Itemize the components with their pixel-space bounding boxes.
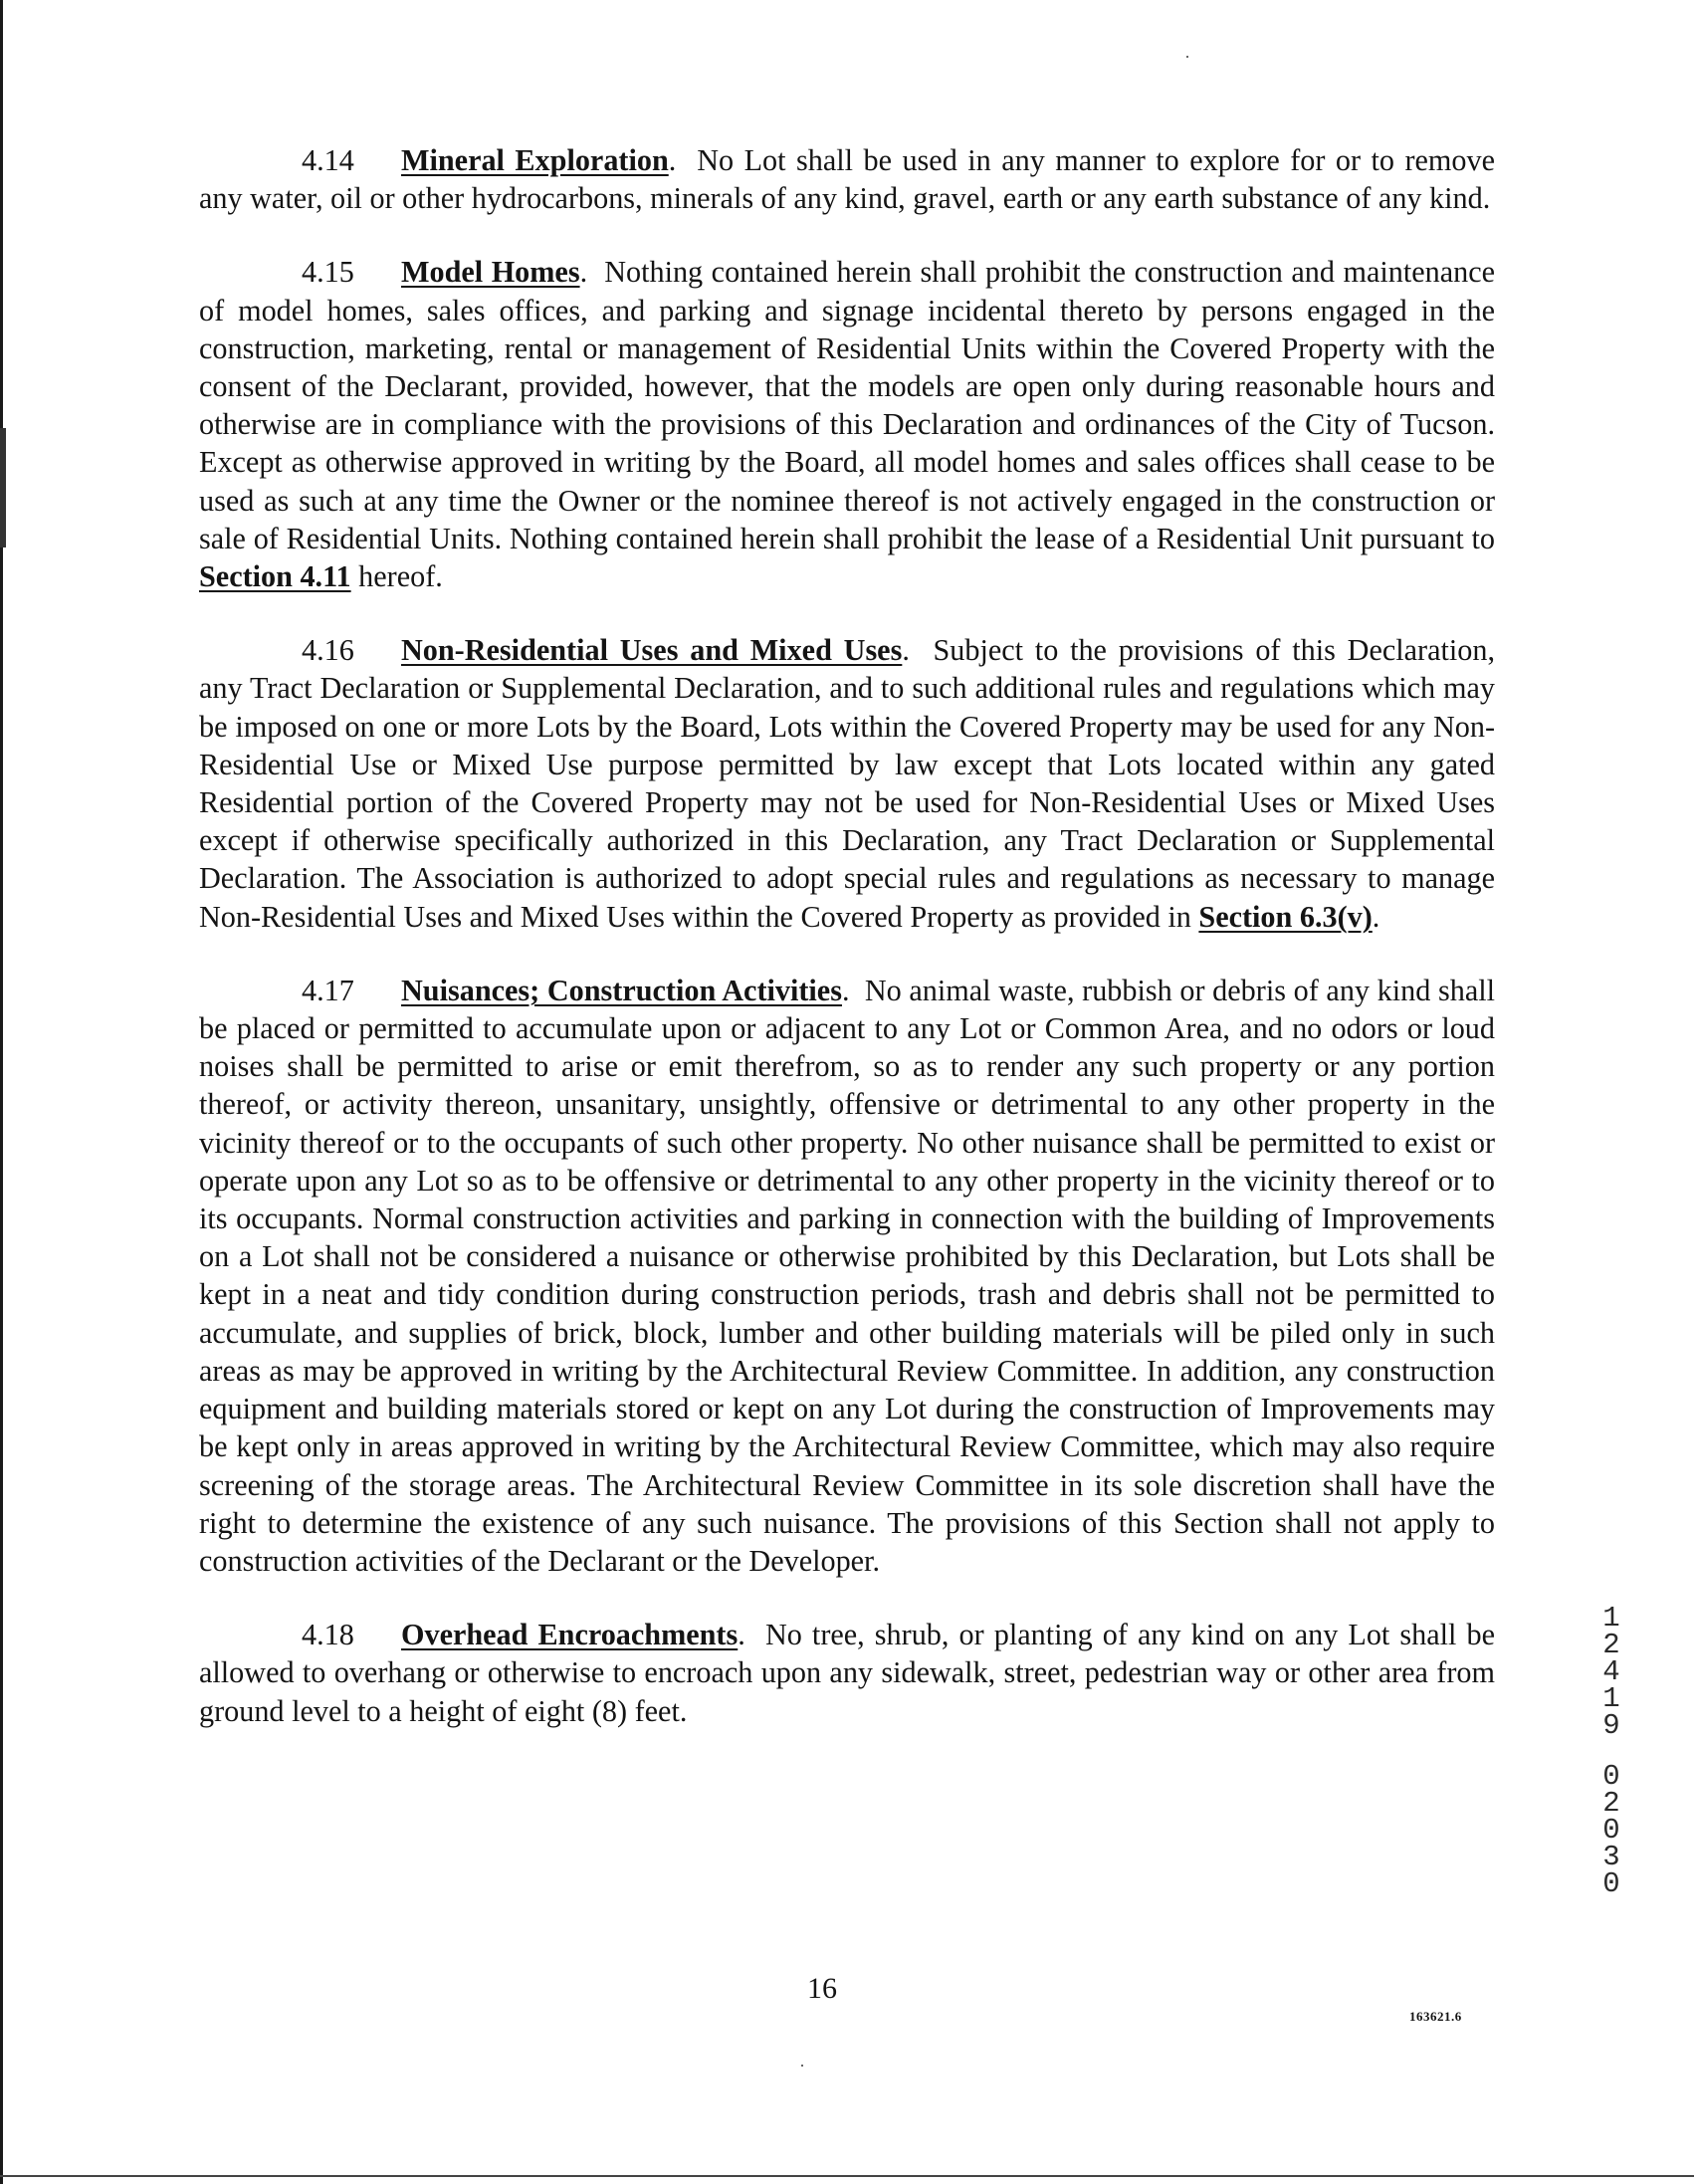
document-id: 163621.6 — [1409, 2009, 1462, 2024]
section-text: No tree, shrub, or planting of any kind on any Lot shall be allowed to overhang or otherwise to encroach upon any sidewalk, street, pedestrian way or other area from ground level to a height of eight (8) feet. — [199, 1618, 1495, 1728]
section-number: 4.14 — [302, 143, 354, 177]
section-number: 4.17 — [302, 973, 354, 1007]
stamp-digit: 2 — [1602, 1629, 1620, 1661]
section-number: 4.18 — [302, 1618, 354, 1652]
stamp-digit: 1 — [1602, 1682, 1620, 1715]
section-reference: Section 6.3(v) — [1198, 899, 1373, 934]
section-text: No animal waste, rubbish or debris of any kind shall be placed or permitted to accumulate upon or adjacent to any Lot or Common Area, and no odors or loud noises shall be permitted to arise or emit therefrom, so as to render any such property or any portion thereof, or activity thereon, unsanitary, unsightly, offensive or detrimental to any other property in the vicinity thereof or to the occupants of such other property. No other nuisance shall be permitted to exist or operate upon any Lot so as to be offensive or detrimental to any other property in the vicinity thereof or to its occupants. Normal construction activities and parking in connection with the building of Improvements on a Lot shall not be considered a nuisance or otherwise prohibited by this Declaration, but Lots shall be kept in a neat and tidy condition during construction periods, trash and debris shall not be permitted to accumulate, and supplies of brick, block, lumber and other building materials will be piled only in such areas as may be approved in writing by the Architectural Review Committee. In addition, any construction equipment and building materials stored or kept on any Lot during the construction of Improvements may be kept only in areas approved in writing by the Architectural Review Committee, which may also require screening of the storage areas. The Architectural Review Committee in its sole discretion shall have the right to determine the existence of any such nuisance. The provisions of this Section shall not apply to construction activities of the Declarant or the Developer. — [199, 973, 1496, 1578]
section-text: No Lot shall be used in any manner to explore for or to remove any water, oil or other hydrocarbons, minerals of any kind, gravel, earth or any earth substance of any kind. — [199, 143, 1495, 216]
heading-punctuation: . — [579, 255, 588, 290]
scan-speck — [801, 2065, 803, 2067]
section-4-14 — [199, 141, 1495, 217]
section-heading: Nuisances; Construction Activities — [401, 973, 842, 1007]
section-text: Subject to the provisions of this Declaration, any Tract Declaration or Supplemental Declaration, and to such additional rules and regulations which may be imposed on one or more Lots by the Board, Lots within the Covered Property may be used for any Non-Residential Use or Mixed Use purpose permitted by law except that Lots located within any gated Residential portion of the Covered Property may not be used for Non-Residential Uses or Mixed Uses except if otherwise specifically authorized in this Declaration, any Tract Declaration or Supplemental Declaration. The Association is authorized to adopt special rules and regulations as necessary to manage Non-Residential Uses and Mixed Uses within the Covered Property as provided in — [199, 633, 1495, 934]
recording-stamp — [1596, 1602, 1626, 1900]
heading-punctuation: . — [902, 633, 910, 668]
scan-speck — [1186, 56, 1188, 58]
stamp-digit: 2 — [1602, 1787, 1620, 1820]
section-4-17 — [199, 972, 1495, 1580]
stamp-digit: 3 — [1602, 1841, 1620, 1873]
section-heading: Mineral Exploration — [401, 143, 669, 177]
heading-punctuation: . — [841, 973, 850, 1007]
section-4-16 — [199, 631, 1495, 936]
scan-artifact — [0, 428, 6, 547]
section-heading: Non-Residential Uses and Mixed Uses — [401, 633, 903, 668]
section-number: 4.15 — [302, 255, 354, 290]
section-number: 4.16 — [302, 633, 354, 668]
section-heading: Model Homes — [401, 255, 580, 290]
stamp-digit: 1 — [1602, 1602, 1620, 1635]
section-text-tail: . — [1372, 899, 1380, 934]
section-reference: Section 4.11 — [199, 559, 351, 594]
page-number: 16 — [807, 1972, 837, 2005]
section-heading: Overhead Encroachments — [401, 1618, 739, 1652]
stamp-digit: 9 — [1602, 1709, 1620, 1742]
stamp-digit: 0 — [1602, 1867, 1620, 1900]
stamp-digit: 0 — [1602, 1814, 1620, 1847]
stamp-digit: 0 — [1602, 1760, 1620, 1793]
document-body — [199, 141, 1495, 1766]
section-text: Nothing contained herein shall prohibit the construction and maintenance of model homes, sales offices, and parking and signage incidental thereto by persons engaged in the construction, marketing, rental or management of Residential Units within the Covered Property with the consent of the Declarant, provided, however, that the models are open only during reasonable hours and otherwise are in compliance with the provisions of this Declaration and ordinances of the City of Tucson. Except as otherwise approved in writing by the Board, all model homes and sales offices shall cease to be used as such at any time the Owner or the nominee thereof is not actively engaged in the construction or sale of Residential Units. Nothing contained herein shall prohibit the lease of a Residential Unit pursuant to — [199, 255, 1496, 555]
stamp-digit: 4 — [1602, 1655, 1620, 1688]
scan-edge-left — [0, 0, 3, 2184]
section-4-18 — [199, 1616, 1495, 1730]
heading-punctuation: . — [668, 143, 677, 177]
heading-punctuation: . — [738, 1618, 745, 1652]
section-text-tail: hereof. — [358, 559, 443, 594]
section-4-15 — [199, 253, 1495, 595]
scan-edge-bottom — [0, 2175, 1694, 2177]
